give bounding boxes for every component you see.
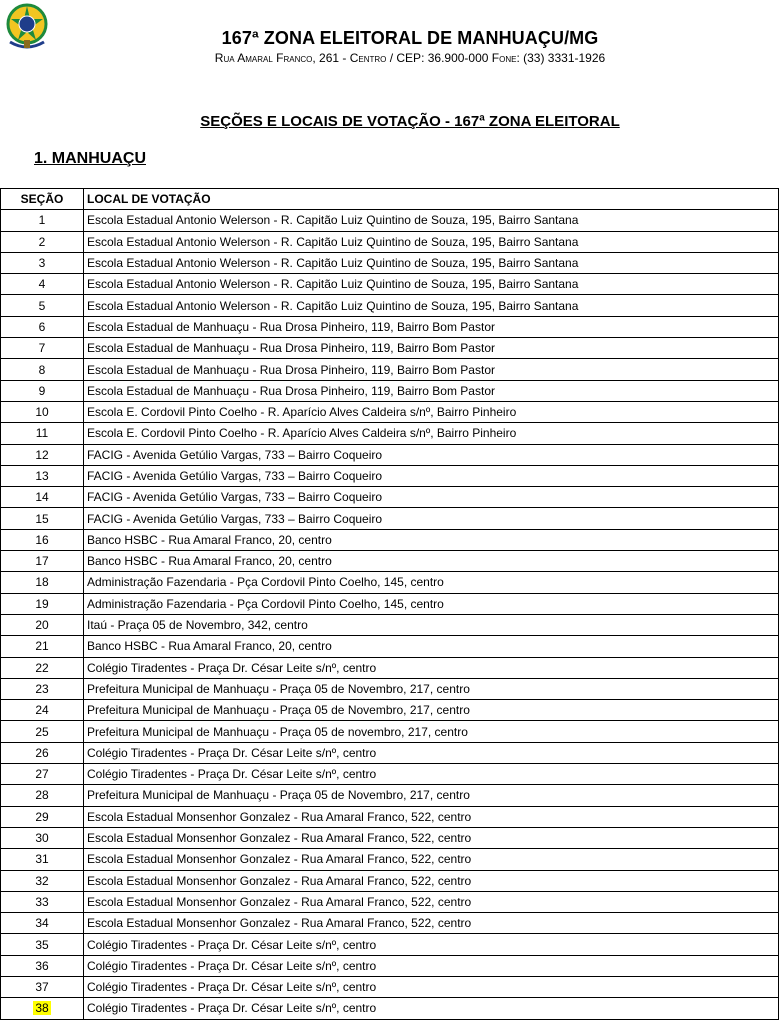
table-row bbox=[1, 423, 779, 444]
table-row bbox=[1, 231, 779, 252]
secao-number: 34 bbox=[35, 916, 49, 931]
cell-secao bbox=[1, 614, 84, 635]
cell-local: Itaú - Praça 05 de Novembro, 342, centro bbox=[84, 614, 779, 635]
cell-secao bbox=[1, 529, 84, 550]
cell-local: FACIG - Avenida Getúlio Vargas, 733 – Bairro Coqueiro bbox=[84, 444, 779, 465]
secao-number: 37 bbox=[35, 980, 49, 995]
secao-number: 35 bbox=[35, 937, 49, 952]
secao-number: 21 bbox=[35, 639, 49, 654]
header-address: Rua Amaral Franco, 261 - Centro / CEP: 36.900-000 Fone: (33) 3331-1926 bbox=[214, 51, 606, 65]
brazil-coat-of-arms-icon bbox=[4, 2, 50, 52]
cell-local: Banco HSBC - Rua Amaral Franco, 20, centro bbox=[84, 551, 779, 572]
cell-local: FACIG - Avenida Getúlio Vargas, 733 – Bairro Coqueiro bbox=[84, 465, 779, 486]
table-row bbox=[1, 444, 779, 465]
cell-local: Colégio Tiradentes - Praça Dr. César Leite s/nº, centro bbox=[84, 657, 779, 678]
cell-secao bbox=[1, 231, 84, 252]
cell-local: Escola E. Cordovil Pinto Coelho - R. Aparício Alves Caldeira s/nº, Bairro Pinheiro bbox=[84, 401, 779, 422]
cell-secao bbox=[1, 998, 84, 1019]
secao-number: 10 bbox=[35, 405, 49, 420]
secao-number: 15 bbox=[35, 511, 49, 526]
secao-number: 28 bbox=[35, 788, 49, 803]
secao-number: 38 bbox=[35, 1001, 49, 1016]
cell-secao bbox=[1, 508, 84, 529]
secao-number: 8 bbox=[38, 362, 46, 377]
table-row bbox=[1, 487, 779, 508]
table-row bbox=[1, 721, 779, 742]
cell-secao bbox=[1, 764, 84, 785]
table-row bbox=[1, 764, 779, 785]
cell-local: Prefeitura Municipal de Manhuaçu - Praça 05 de Novembro, 217, centro bbox=[84, 678, 779, 699]
secao-number: 7 bbox=[38, 341, 46, 356]
secao-number: 26 bbox=[35, 745, 49, 760]
cell-secao bbox=[1, 700, 84, 721]
secao-number: 6 bbox=[38, 319, 46, 334]
table-row bbox=[1, 891, 779, 912]
cell-secao bbox=[1, 827, 84, 848]
cell-secao bbox=[1, 423, 84, 444]
secao-number: 11 bbox=[35, 426, 49, 441]
cell-secao bbox=[1, 551, 84, 572]
cell-local: Colégio Tiradentes - Praça Dr. César Leite s/nº, centro bbox=[84, 934, 779, 955]
table-body bbox=[1, 210, 779, 1019]
table-row bbox=[1, 274, 779, 295]
table-row bbox=[1, 785, 779, 806]
cell-local: Escola Estadual de Manhuaçu - Rua Drosa Pinheiro, 119, Bairro Bom Pastor bbox=[84, 338, 779, 359]
secao-number: 1 bbox=[38, 213, 46, 228]
table-row bbox=[1, 572, 779, 593]
voting-sections-table bbox=[0, 188, 779, 1020]
table-row bbox=[1, 742, 779, 763]
secao-number: 24 bbox=[35, 703, 49, 718]
cell-secao bbox=[1, 380, 84, 401]
cell-secao bbox=[1, 955, 84, 976]
cell-secao bbox=[1, 252, 84, 273]
cell-local: Escola Estadual Antonio Welerson - R. Capitão Luiz Quintino de Souza, 195, Bairro Santana bbox=[84, 210, 779, 231]
table-row bbox=[1, 913, 779, 934]
cell-secao bbox=[1, 849, 84, 870]
cell-secao bbox=[1, 913, 84, 934]
cell-secao bbox=[1, 891, 84, 912]
cell-secao bbox=[1, 742, 84, 763]
cell-secao bbox=[1, 401, 84, 422]
cell-secao bbox=[1, 657, 84, 678]
secao-number: 32 bbox=[35, 873, 49, 888]
table-row bbox=[1, 401, 779, 422]
table-row bbox=[1, 316, 779, 337]
table-row bbox=[1, 870, 779, 891]
cell-local: Colégio Tiradentes - Praça Dr. César Leite s/nº, centro bbox=[84, 998, 779, 1019]
secao-number: 18 bbox=[35, 575, 49, 590]
secao-number: 27 bbox=[35, 767, 49, 782]
cell-secao bbox=[1, 721, 84, 742]
cell-local: FACIG - Avenida Getúlio Vargas, 733 – Bairro Coqueiro bbox=[84, 508, 779, 529]
secao-number: 13 bbox=[35, 469, 49, 483]
table-row bbox=[1, 806, 779, 827]
cell-local: Administração Fazendaria - Pça Cordovil Pinto Coelho, 145, centro bbox=[84, 572, 779, 593]
cell-secao bbox=[1, 274, 84, 295]
table-row bbox=[1, 678, 779, 699]
table-row bbox=[1, 827, 779, 848]
table-row bbox=[1, 849, 779, 870]
cell-local: Escola Estadual Antonio Welerson - R. Capitão Luiz Quintino de Souza, 195, Bairro Santana bbox=[84, 295, 779, 316]
secao-number: 19 bbox=[35, 596, 49, 611]
cell-local: Escola Estadual Antonio Welerson - R. Capitão Luiz Quintino de Souza, 195, Bairro Santana bbox=[84, 252, 779, 273]
table-row bbox=[1, 380, 779, 401]
cell-secao bbox=[1, 338, 84, 359]
secao-number: 33 bbox=[35, 894, 49, 909]
secao-number: 30 bbox=[35, 831, 49, 846]
table-row bbox=[1, 614, 779, 635]
secao-number: 17 bbox=[35, 554, 49, 569]
cell-local: FACIG - Avenida Getúlio Vargas, 733 – Bairro Coqueiro bbox=[84, 487, 779, 508]
table-row bbox=[1, 508, 779, 529]
cell-secao bbox=[1, 465, 84, 486]
table-row bbox=[1, 465, 779, 486]
cell-secao bbox=[1, 806, 84, 827]
cell-local: Escola Estadual Monsenhor Gonzalez - Rua Amaral Franco, 522, centro bbox=[84, 827, 779, 848]
secao-number: 9 bbox=[38, 383, 46, 398]
cell-secao bbox=[1, 210, 84, 231]
cell-local: Prefeitura Municipal de Manhuaçu - Praça 05 de Novembro, 217, centro bbox=[84, 700, 779, 721]
secao-number: 36 bbox=[35, 958, 49, 973]
table-row bbox=[1, 934, 779, 955]
document-title: SEÇÕES E LOCAIS DE VOTAÇÃO - 167ª ZONA ELEITORAL bbox=[200, 113, 620, 130]
table-row bbox=[1, 295, 779, 316]
secao-number: 25 bbox=[35, 724, 49, 739]
cell-secao bbox=[1, 976, 84, 997]
cell-local: Escola E. Cordovil Pinto Coelho - R. Aparício Alves Caldeira s/nº, Bairro Pinheiro bbox=[84, 423, 779, 444]
secao-number: 12 bbox=[35, 447, 49, 462]
cell-local: Prefeitura Municipal de Manhuaçu - Praça 05 de novembro, 217, centro bbox=[84, 721, 779, 742]
cell-secao bbox=[1, 572, 84, 593]
secao-number: 16 bbox=[35, 532, 49, 547]
table-header-row bbox=[1, 189, 779, 210]
secao-number: 5 bbox=[38, 298, 46, 313]
table-row bbox=[1, 700, 779, 721]
table-row bbox=[1, 657, 779, 678]
table-row bbox=[1, 551, 779, 572]
cell-local: Escola Estadual Monsenhor Gonzalez - Rua Amaral Franco, 522, centro bbox=[84, 849, 779, 870]
cell-local: Escola Estadual de Manhuaçu - Rua Drosa Pinheiro, 119, Bairro Bom Pastor bbox=[84, 359, 779, 380]
table-row bbox=[1, 359, 779, 380]
table-row bbox=[1, 529, 779, 550]
cell-secao bbox=[1, 870, 84, 891]
secao-number: 14 bbox=[35, 490, 49, 505]
cell-local: Administração Fazendaria - Pça Cordovil Pinto Coelho, 145, centro bbox=[84, 593, 779, 614]
secao-number: 31 bbox=[35, 852, 49, 867]
cell-secao bbox=[1, 636, 84, 657]
table-row bbox=[1, 955, 779, 976]
cell-secao bbox=[1, 678, 84, 699]
section-heading: 1. MANHUAÇU bbox=[34, 150, 146, 167]
table-row bbox=[1, 252, 779, 273]
cell-secao bbox=[1, 444, 84, 465]
cell-local: Escola Estadual Antonio Welerson - R. Capitão Luiz Quintino de Souza, 195, Bairro Santana bbox=[84, 231, 779, 252]
cell-secao bbox=[1, 934, 84, 955]
cell-secao bbox=[1, 593, 84, 614]
cell-local: Escola Estadual Antonio Welerson - R. Capitão Luiz Quintino de Souza, 195, Bairro Santana bbox=[84, 274, 779, 295]
secao-number: 23 bbox=[35, 681, 49, 696]
secao-number: 4 bbox=[38, 277, 46, 292]
table-row bbox=[1, 210, 779, 231]
table-row bbox=[1, 593, 779, 614]
secao-number: 2 bbox=[38, 234, 46, 249]
cell-secao bbox=[1, 785, 84, 806]
cell-secao bbox=[1, 487, 84, 508]
cell-local: Prefeitura Municipal de Manhuaçu - Praça 05 de Novembro, 217, centro bbox=[84, 785, 779, 806]
cell-local: Colégio Tiradentes - Praça Dr. César Leite s/nº, centro bbox=[84, 955, 779, 976]
secao-number: 3 bbox=[38, 256, 46, 271]
cell-local: Escola Estadual Monsenhor Gonzalez - Rua Amaral Franco, 522, centro bbox=[84, 870, 779, 891]
cell-local: Colégio Tiradentes - Praça Dr. César Leite s/nº, centro bbox=[84, 764, 779, 785]
secao-number: 22 bbox=[35, 660, 49, 675]
header-title: 167ª ZONA ELEITORAL DE MANHUAÇU/MG bbox=[221, 28, 599, 48]
secao-number: 20 bbox=[35, 618, 49, 633]
cell-local: Escola Estadual Monsenhor Gonzalez - Rua Amaral Franco, 522, centro bbox=[84, 891, 779, 912]
cell-local: Escola Estadual Monsenhor Gonzalez - Rua Amaral Franco, 522, centro bbox=[84, 806, 779, 827]
column-header-secao: SEÇÃO bbox=[1, 189, 84, 210]
cell-local: Escola Estadual de Manhuaçu - Rua Drosa Pinheiro, 119, Bairro Bom Pastor bbox=[84, 380, 779, 401]
cell-local: Banco HSBC - Rua Amaral Franco, 20, centro bbox=[84, 529, 779, 550]
table-row bbox=[1, 998, 779, 1019]
cell-local: Colégio Tiradentes - Praça Dr. César Leite s/nº, centro bbox=[84, 742, 779, 763]
cell-secao bbox=[1, 316, 84, 337]
cell-secao bbox=[1, 359, 84, 380]
cell-local: Escola Estadual Monsenhor Gonzalez - Rua Amaral Franco, 522, centro bbox=[84, 913, 779, 934]
cell-secao bbox=[1, 295, 84, 316]
table-row bbox=[1, 338, 779, 359]
secao-number: 29 bbox=[35, 809, 49, 824]
table-row bbox=[1, 976, 779, 997]
table-row bbox=[1, 636, 779, 657]
column-header-local: LOCAL DE VOTAÇÃO bbox=[84, 189, 779, 210]
cell-local: Escola Estadual de Manhuaçu - Rua Drosa Pinheiro, 119, Bairro Bom Pastor bbox=[84, 316, 779, 337]
cell-local: Banco HSBC - Rua Amaral Franco, 20, centro bbox=[84, 636, 779, 657]
cell-local: Colégio Tiradentes - Praça Dr. César Leite s/nº, centro bbox=[84, 976, 779, 997]
